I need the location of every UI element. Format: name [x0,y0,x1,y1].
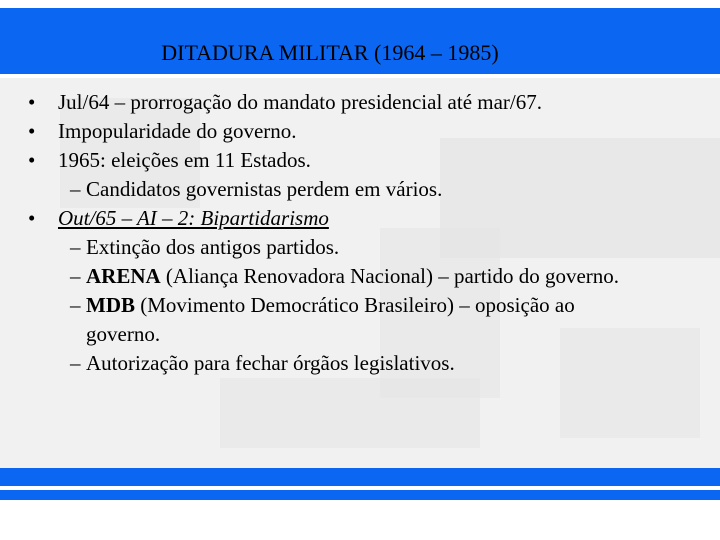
sub-bullet-item [28,233,708,262]
sub-bullet-text [86,264,619,288]
bullet-item [28,88,708,117]
party-name: MDB [86,293,135,317]
bullet-text: Jul/64 – prorrogação do mandato presidencial até mar/67. [58,90,543,114]
bullet-item [28,146,708,175]
dash-marker: – [70,235,81,259]
sub-bullet-text: Autorização para fechar órgãos legislativos. [86,351,455,375]
bullet-marker: • [28,119,36,143]
bullet-item [28,204,708,233]
sub-bullet-item [28,349,708,378]
sub-bullet-item [28,262,708,291]
party-description: (Aliança Renovadora Nacional) – partido do governo. [160,264,620,288]
dash-marker: – [70,264,81,288]
footer-bar-top [0,468,720,486]
sub-bullet-continuation [28,320,708,349]
sub-bullet-text: Candidatos governistas perdem em vários. [86,177,443,201]
sub-bullet-text: governo. [86,322,161,346]
bullet-text-emphasized: Out/65 – AI – 2: Bipartidarismo [58,206,329,230]
dash-marker: – [70,351,81,375]
footer-bar-bottom [0,490,720,500]
bullet-marker: • [28,206,36,230]
sub-bullet-text [86,293,575,317]
photo-shape [220,378,480,448]
party-description: (Movimento Democrático Brasileiro) – oposição ao [135,293,575,317]
bullet-marker: • [28,148,36,172]
slide-title: DITADURA MILITAR (1964 – 1985) [161,40,499,65]
bullet-item [28,117,708,146]
bullet-text: 1965: eleições em 11 Estados. [58,148,311,172]
sub-bullet-item [28,291,708,320]
sub-bullet-text: Extinção dos antigos partidos. [86,235,340,259]
bullet-marker: • [28,90,36,114]
bullet-list [28,88,708,378]
sub-bullet-item [28,175,708,204]
party-name: ARENA [86,264,161,288]
dash-marker: – [70,177,81,201]
bullet-text: Impopularidade do governo. [58,119,297,143]
dash-marker: – [70,293,81,317]
